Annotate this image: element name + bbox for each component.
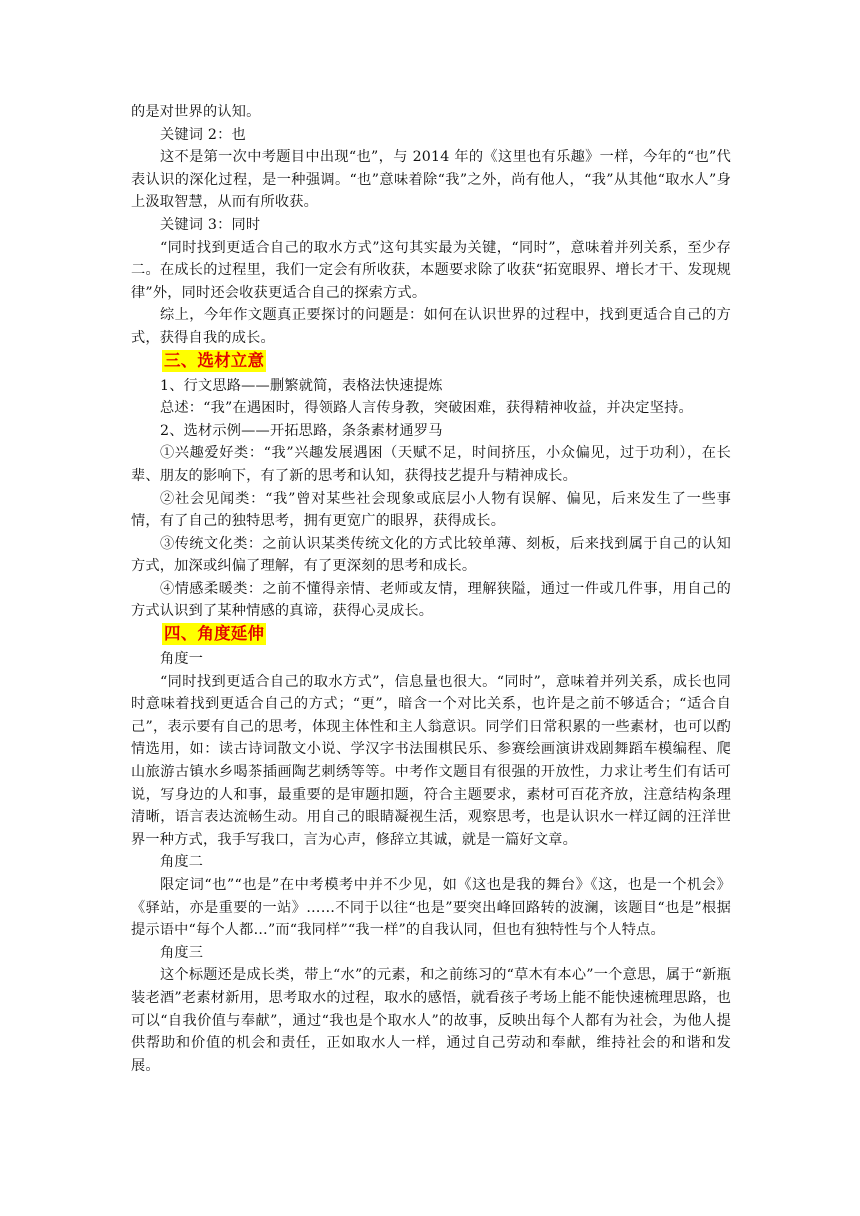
list-item: ④情感柔暖类：之前不懂得亲情、老师或友情，理解狭隘，通过一件或几件事，用自己的方式认识到了某种情感的真谛，获得心灵成长。 <box>131 580 731 620</box>
paragraph: 的是对世界的认知。 <box>131 104 261 120</box>
keyword-2-label: 关键词 2：也 <box>160 126 246 143</box>
list-item: ③传统文化类：之前认识某类传统文化的方式比较单薄、刻板，后来找到属于自己的认知方式，加深或纠偏了理解，有了更深刻的思考和成长。 <box>131 535 731 575</box>
paragraph: 限定词“也”“也是”在中考模考中并不少见，如《这也是我的舞台》《这，也是一个机会》《驿站，亦是重要的一站》……不同于以往“也是”要突出峰回路转的波澜，该题目“也是”根据提示语中“每个人都…”而“我同样”“我一样”的自我认同，但也有独特性与个人特点。 <box>131 877 731 939</box>
list-item: ②社会见闻类：“我”曾对某些社会现象或底层小人物有误解、偏见，后来发生了一些事情，有了自己的独特思考，拥有更宽广的眼界，获得成长。 <box>131 490 731 530</box>
angle-2-label: 角度二 <box>160 854 204 871</box>
document-body <box>131 101 731 1077</box>
angle-3-label: 角度三 <box>160 944 204 961</box>
paragraph: 1、行文思路——删繁就简，表格法快速提炼 <box>160 377 443 394</box>
paragraph: “同时找到更适合自己的取水方式”，信息量也很大。“同时”，意味着并列关系，成长也同时意味着找到更适合自己的方式；“更”，暗含一个对比关系，也许是之前不够适合；“适合自己”，表示要有自己的思考，体现主体性和主人翁意识。同学们日常积累的一些素材，也可以酌情选用，如：读古诗词散文小说、学汉字书法围棋民乐、参赛绘画演讲戏剧舞蹈车模编程、爬山旅游古镇水乡喝茶插画陶艺刺绣等等。中考作文题目有很强的开放性，力求让考生们有话可说，写身边的人和事，最重要的是审题扣题，符合主题要求，素材可百花齐放，注意结构条理清晰，语言表达流畅生动。用自己的眼睛凝视生活，观察思考，也是认识水一样辽阔的汪洋世界一种方式，我手写我口，言为心声，修辞立其诚，就是一篇好文章。 <box>131 673 731 848</box>
angle-1-label: 角度一 <box>160 651 204 668</box>
keyword-3-label: 关键词 3：同时 <box>160 216 261 233</box>
paragraph: 总述：“我”在遇困时，得领路人言传身教，突破困难，获得精神收益，并决定坚持。 <box>160 400 693 417</box>
section-heading-3-text: 三、选材立意 <box>164 350 265 370</box>
section-heading-4 <box>131 623 731 648</box>
paragraph: 2、选材示例——开拓思路，条条素材通罗马 <box>160 422 443 439</box>
paragraph: “同时找到更适合自己的取水方式”这句其实最为关键，“同时”，意味着并列关系，至少存二。在成长的过程里，我们一定会有所收获，本题要求除了收获“拓宽眼界、增长才干、发现规律”外，同时还会收获更适合自己的探索方式。 <box>131 239 731 301</box>
paragraph: 综上，今年作文题真正要探讨的问题是：如何在认识世界的过程中，找到更适合自己的方式，获得自我的成长。 <box>131 307 731 346</box>
section-heading-3 <box>131 350 731 375</box>
list-item: ①兴趣爱好类：“我”兴趣发展遇困（天赋不足，时间挤压，小众偏见，过于功利），在长辈、朋友的影响下，有了新的思考和认知，获得技艺提升与精神成长。 <box>131 445 731 484</box>
section-heading-4-text: 四、角度延伸 <box>164 624 265 644</box>
paragraph: 这个标题还是成长类，带上“水”的元素，和之前练习的“草木有本心”一个意思，属于“新瓶装老酒”老素材新用，思考取水的过程，取水的感悟，就看孩子考场上能不能快速梳理思路，也可以“自我价值与奉献”，通过“我也是个取水人”的故事，反映出每个人都有为社会，为他人提供帮助和价值的机会和责任，正如取水人一样，通过自己劳动和奉献，维持社会的和谐和发展。 <box>131 967 731 1074</box>
paragraph: 这不是第一次中考题目中出现“也”，与 2014 年的《这里也有乐趣》一样，今年的“也”代表认识的深化过程，是一种强调。“也”意味着除“我”之外，尚有他人，“我”从其他“取水人”身上汲取智慧，从而有所收获。 <box>131 149 731 211</box>
